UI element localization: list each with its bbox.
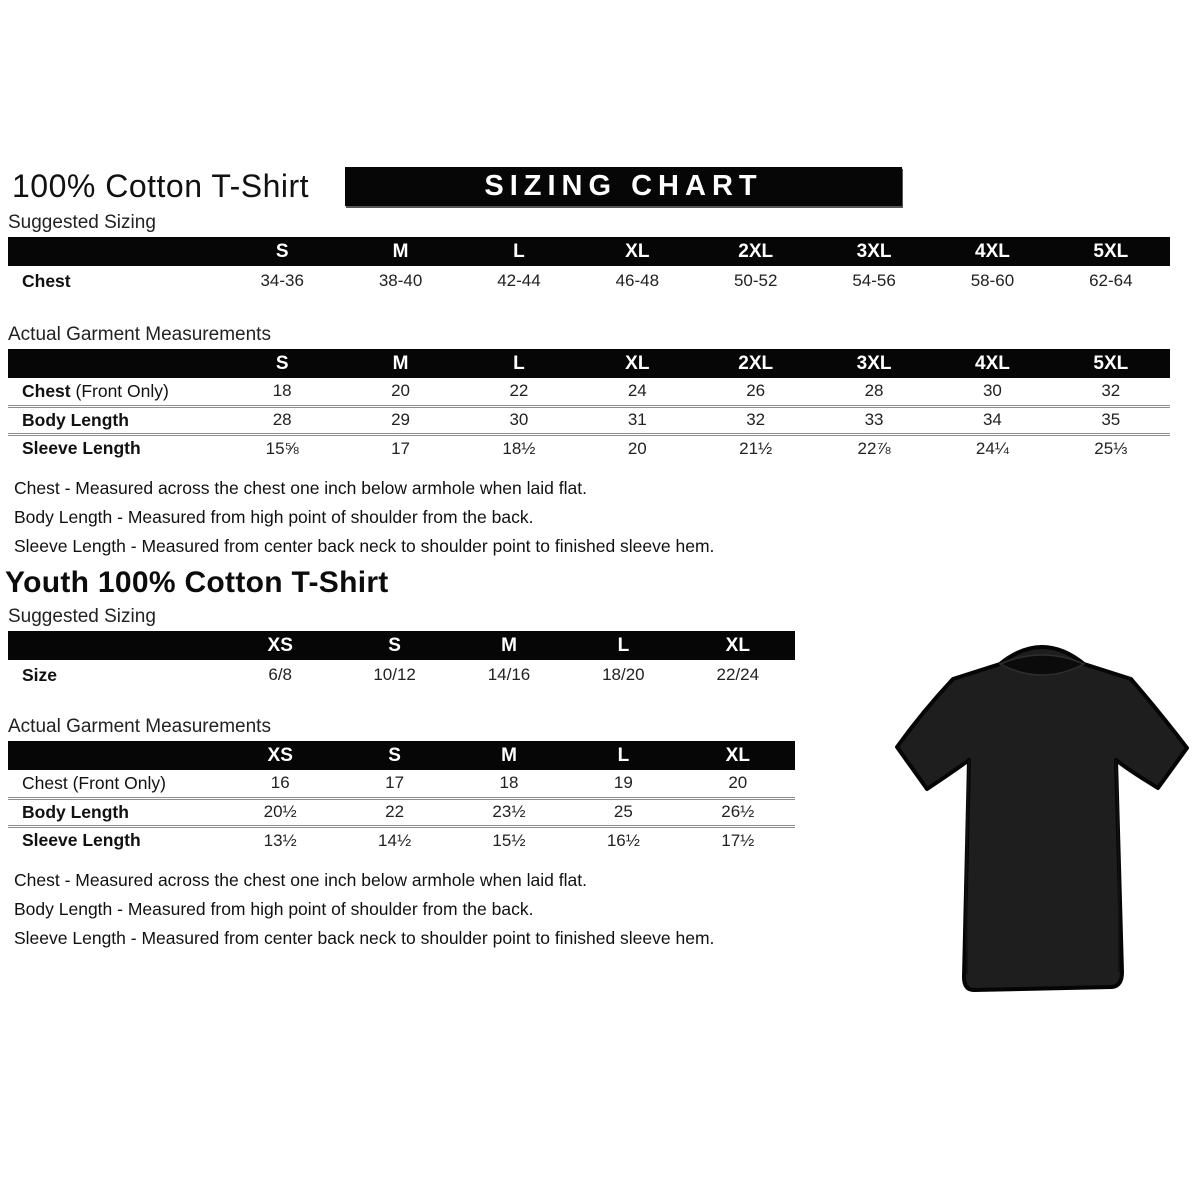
size-column-header: S: [337, 741, 451, 770]
youth-suggested-sizing-table: [8, 631, 795, 690]
row-label: Size: [22, 664, 58, 685]
size-column-header: 2XL: [697, 237, 815, 266]
measurement-value: 38-40: [378, 271, 423, 290]
measurement-value: 18: [499, 773, 519, 793]
measurement-value: 14/16: [487, 665, 531, 684]
measurement-row: [8, 406, 1170, 434]
youth-actual-measurements-label: Actual Garment Measurements: [8, 716, 271, 737]
measurement-value: 28: [223, 406, 341, 434]
measurement-row: [8, 798, 795, 826]
measurement-value: 26: [746, 381, 766, 401]
size-column-header: 3XL: [815, 237, 933, 266]
size-header-row: [8, 631, 795, 660]
table-corner-cell: [8, 741, 223, 770]
table-corner-cell: [8, 631, 223, 660]
table-corner-cell: [8, 349, 223, 378]
measurement-value: 30: [460, 406, 578, 434]
adult-suggested-sizing-table: [8, 237, 1170, 296]
sleeve-length-note: Sleeve Length - Measured from center back neck to shoulder point to finished sleeve hem.: [14, 536, 715, 556]
row-label: Body Length: [8, 798, 223, 826]
measurement-row: [8, 770, 795, 798]
tshirt-icon: [893, 634, 1191, 1012]
youth-actual-measurements-table: [8, 741, 795, 854]
chest-note: Chest - Measured across the chest one inch below armhole when laid flat.: [14, 870, 587, 890]
size-header-row: [8, 349, 1170, 378]
measurement-value: 21½: [697, 434, 815, 462]
size-column-header: L: [566, 631, 680, 660]
measurement-row: [8, 826, 795, 854]
measurement-value: 24: [627, 381, 647, 401]
black-tshirt-photo: [893, 634, 1191, 1012]
size-column-header: XS: [223, 741, 337, 770]
measurement-row: [8, 266, 1170, 296]
measurement-value: 46-48: [615, 271, 660, 290]
measurement-value: 22: [509, 381, 529, 401]
row-label: Chest (Front Only): [22, 380, 169, 401]
size-column-header: XL: [578, 349, 696, 378]
measurement-value: 20½: [223, 798, 337, 826]
measurement-value: 20: [728, 773, 748, 793]
measurement-value: 18½: [460, 434, 578, 462]
size-column-header: L: [460, 237, 578, 266]
measurement-value: 29: [341, 406, 459, 434]
size-column-header: S: [223, 349, 341, 378]
measurement-value: 34-36: [260, 271, 304, 290]
measurement-value: 22/24: [716, 665, 760, 684]
measurement-value: 6/8: [268, 665, 293, 684]
size-column-header: XS: [223, 631, 337, 660]
measurement-value: 16½: [566, 826, 680, 854]
row-label: Sleeve Length: [8, 826, 223, 854]
row-label: Body Length: [8, 406, 223, 434]
measurement-value: 50-52: [733, 271, 778, 290]
size-column-header: 5XL: [1052, 237, 1170, 266]
adult-suggested-sizing-label: Suggested Sizing: [8, 212, 156, 233]
measurement-row: [8, 434, 1170, 462]
measurement-value: 58-60: [970, 271, 1015, 290]
header-row: [0, 166, 1200, 208]
size-column-header: XL: [681, 741, 795, 770]
size-column-header: M: [452, 631, 566, 660]
chest-note: Chest - Measured across the chest one inch below armhole when laid flat.: [14, 478, 587, 498]
size-column-header: M: [341, 349, 459, 378]
measurement-value: 16: [270, 773, 290, 793]
measurement-value: 19: [613, 773, 633, 793]
measurement-value: 42-44: [497, 271, 541, 290]
measurement-value: 13½: [223, 826, 337, 854]
measurement-value: 22: [337, 798, 451, 826]
measurement-value: 18/20: [602, 665, 645, 684]
table-corner-cell: [8, 237, 223, 266]
row-label: Chest: [22, 270, 71, 291]
youth-suggested-sizing-label: Suggested Sizing: [8, 606, 156, 627]
size-column-header: XL: [578, 237, 696, 266]
measurement-value: 22⅞: [815, 434, 933, 462]
size-column-header: M: [452, 741, 566, 770]
measurement-value: 18: [272, 381, 292, 401]
measurement-row: [8, 660, 795, 690]
measurement-value: 32: [697, 406, 815, 434]
sizing-chart-banner: [345, 167, 902, 206]
size-column-header: S: [223, 237, 341, 266]
measurement-value: 35: [1052, 406, 1170, 434]
measurement-value: 30: [982, 381, 1002, 401]
measurement-value: 20: [391, 381, 411, 401]
measurement-value: 54-56: [852, 271, 896, 290]
measurement-value: 25: [566, 798, 680, 826]
size-column-header: M: [341, 237, 459, 266]
size-header-row: [8, 237, 1170, 266]
measurement-value: 33: [815, 406, 933, 434]
adult-title: 100% Cotton T-Shirt: [12, 168, 310, 204]
size-column-header: S: [337, 631, 451, 660]
measurement-value: 15½: [452, 826, 566, 854]
size-header-row: [8, 741, 795, 770]
measurement-value: 23½: [452, 798, 566, 826]
measurement-value: 20: [578, 434, 696, 462]
measurement-value: 17: [341, 434, 459, 462]
size-column-header: 2XL: [697, 349, 815, 378]
row-label: Sleeve Length: [8, 434, 223, 462]
measurement-value: 31: [578, 406, 696, 434]
measurement-value: 28: [864, 381, 884, 401]
body-length-note: Body Length - Measured from high point of shoulder from the back.: [14, 507, 534, 527]
size-column-header: 4XL: [933, 237, 1051, 266]
body-length-note: Body Length - Measured from high point of shoulder from the back.: [14, 899, 534, 919]
sizing-chart-banner-text: SIZING CHART: [484, 170, 763, 202]
size-column-header: L: [566, 741, 680, 770]
measurement-value: 32: [1101, 381, 1121, 401]
measurement-value: 62-64: [1089, 271, 1133, 290]
adult-actual-measurements-label: Actual Garment Measurements: [8, 324, 271, 345]
measurement-value: 17: [385, 773, 405, 793]
size-column-header: 5XL: [1052, 349, 1170, 378]
row-label: Chest (Front Only): [22, 772, 166, 793]
size-column-header: XL: [681, 631, 795, 660]
measurement-value: 24¼: [933, 434, 1051, 462]
size-column-header: L: [460, 349, 578, 378]
sleeve-length-note: Sleeve Length - Measured from center back neck to shoulder point to finished sleeve hem.: [14, 928, 715, 948]
size-column-header: 3XL: [815, 349, 933, 378]
measurement-value: 15⅝: [223, 434, 341, 462]
youth-title: Youth 100% Cotton T-Shirt: [5, 566, 389, 599]
measurement-value: 34: [933, 406, 1051, 434]
size-column-header: 4XL: [933, 349, 1051, 378]
measurement-value: 14½: [337, 826, 451, 854]
adult-measurement-notes: [14, 474, 1200, 561]
measurement-row: [8, 378, 1170, 406]
measurement-value: 25⅓: [1052, 434, 1170, 462]
measurement-value: 10/12: [373, 665, 416, 684]
measurement-value: 26½: [681, 798, 795, 826]
measurement-value: 17½: [681, 826, 795, 854]
adult-actual-measurements-table: [8, 349, 1170, 462]
sizing-chart-page: [0, 166, 1200, 1200]
